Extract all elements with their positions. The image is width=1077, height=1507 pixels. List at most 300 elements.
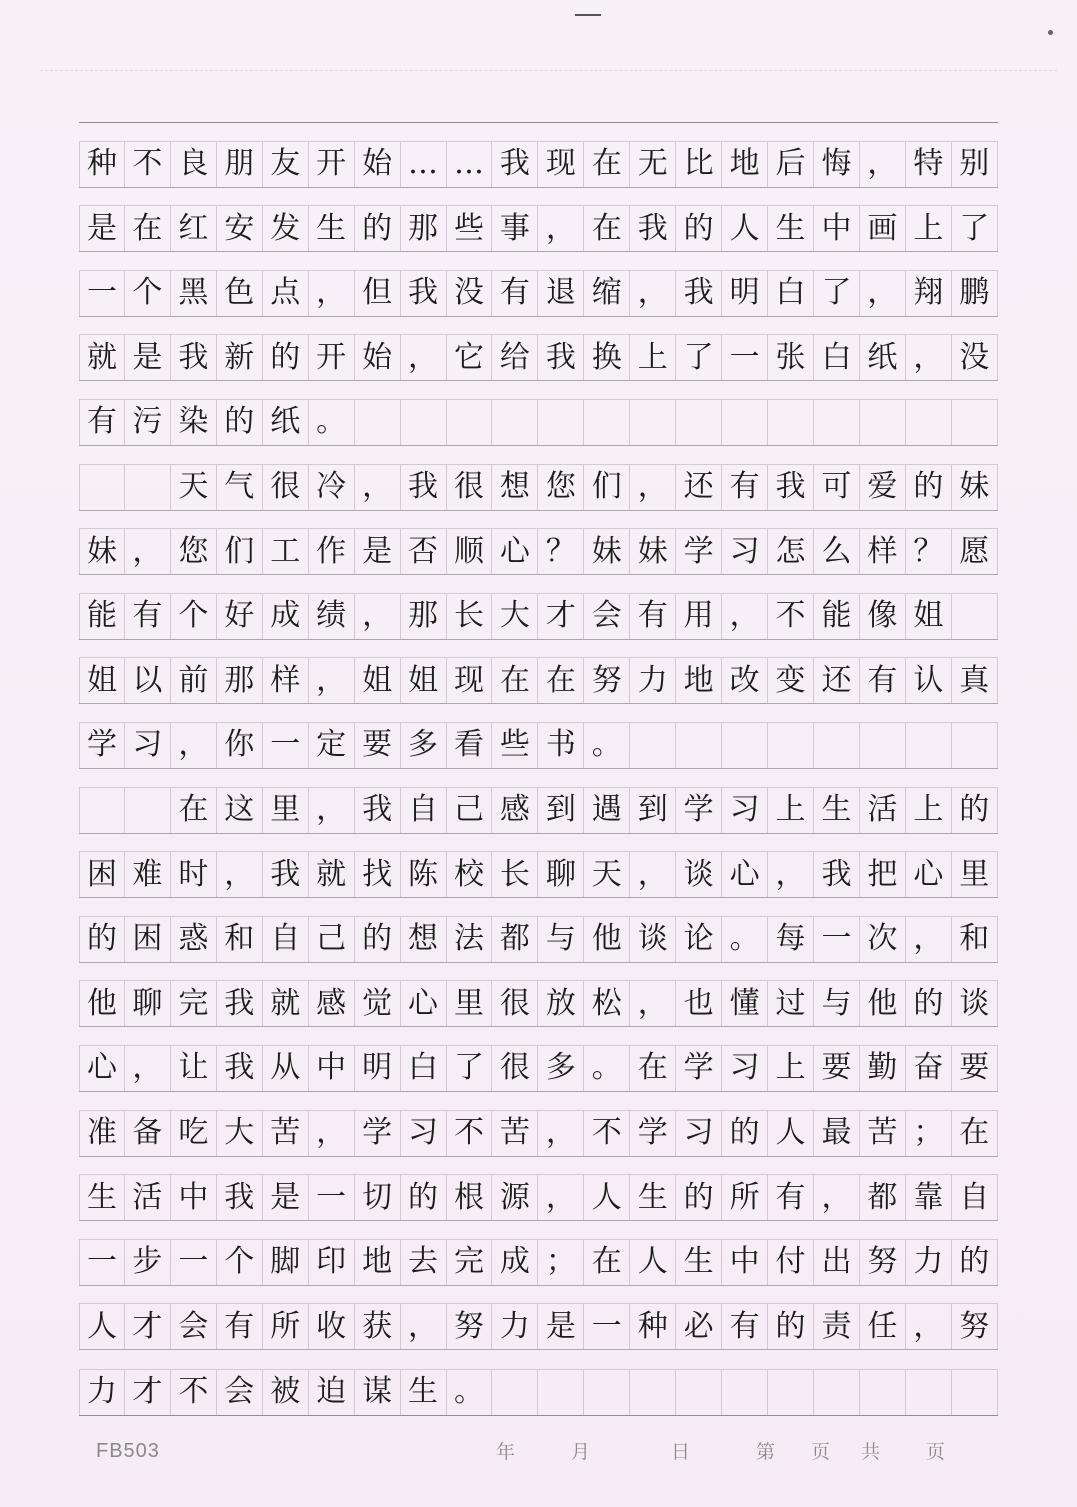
grid-cell: 一 [171,1240,217,1285]
grid-cell: 些 [492,723,538,768]
grid-cell: 校 [447,852,493,897]
grid-cell: 白 [401,1046,447,1091]
grid-cell: 点 [263,271,309,316]
grid-cell: ， [309,1111,355,1156]
grid-cell: 顺 [447,529,493,574]
grid-cell: 到 [538,788,584,833]
grid-cell: 里 [952,852,998,897]
grid-cell: 我 [263,852,309,897]
grid-cell: 获 [355,1304,401,1349]
grid-cell: 了 [814,271,860,316]
grid-cell: 翔 [906,271,952,316]
grid-cell: 生 [630,1175,676,1220]
grid-cell [79,788,125,833]
grid-cell: 己 [447,788,493,833]
grid-cell: 他 [584,917,630,962]
grid-cell: 定 [309,723,355,768]
grid-cell: ， [355,594,401,639]
writing-grid [79,122,998,1416]
grid-cell: 力 [906,1240,952,1285]
grid-cell: ， [630,465,676,510]
grid-cell: ， [309,658,355,703]
grid-cell: 在 [584,206,630,251]
grid-cell: 困 [125,917,171,962]
grid-cell: 变 [768,658,814,703]
grid-cell: 不 [584,1111,630,1156]
grid-cell: 困 [79,852,125,897]
grid-cell: 是 [263,1175,309,1220]
grid-cell: 步 [125,1240,171,1285]
grid-cell: 中 [722,1240,768,1285]
grid-cell: 的 [355,917,401,962]
grid-cell: 被 [263,1370,309,1415]
grid-cell: 的 [355,206,401,251]
grid-cell: 绩 [309,594,355,639]
grid-cell [538,1370,584,1415]
grid-cell: 换 [584,335,630,380]
grid-cell: 人 [584,1175,630,1220]
grid-cell: 都 [492,917,538,962]
grid-cell: 在 [584,1240,630,1285]
grid-row [79,446,998,511]
grid-cell: 谋 [355,1370,401,1415]
grid-cell: 脚 [263,1240,309,1285]
grid-cell: 真 [952,658,998,703]
grid-cell: 良 [171,142,217,187]
grid-cell: 成 [263,594,309,639]
grid-cell: 法 [447,917,493,962]
grid-cell: 会 [171,1304,217,1349]
grid-cell: 书 [538,723,584,768]
grid-cell: 那 [401,594,447,639]
grid-cell: ， [860,271,906,316]
grid-row-cells [79,787,998,833]
grid-row [79,963,998,1028]
grid-cell: ， [630,981,676,1026]
grid-cell: 在 [952,1111,998,1156]
top-perforation [40,70,1057,71]
grid-cell: 是 [538,1304,584,1349]
grid-cell: 努 [952,1304,998,1349]
grid-cell: ， [768,852,814,897]
grid-cell: 别 [952,142,998,187]
grid-row [79,252,998,317]
grid-cell [79,465,125,510]
grid-cell: ？ [538,529,584,574]
grid-cell: 生 [768,206,814,251]
grid-cell: 的 [79,917,125,962]
grid-cell: 奋 [906,1046,952,1091]
grid-cell [492,400,538,445]
grid-cell: ， [906,917,952,962]
grid-row-cells [79,464,998,510]
grid-cell: 有 [722,465,768,510]
grid-cell: 所 [263,1304,309,1349]
grid-cell: 很 [492,981,538,1026]
grid-cell: ， [309,788,355,833]
grid-cell [630,723,676,768]
grid-cell: 的 [676,206,722,251]
grid-cell: 所 [722,1175,768,1220]
total-label: 共 [861,1441,881,1463]
grid-cell: 明 [355,1046,401,1091]
grid-cell: 我 [355,788,401,833]
grid-row [79,834,998,899]
grid-cell: 的 [952,1240,998,1285]
grid-cell: ， [538,1175,584,1220]
grid-row-cells [79,334,998,380]
grid-cell: 天 [584,852,630,897]
grid-cell [125,788,171,833]
date-page-footer [496,1437,976,1464]
grid-cell: 学 [630,1111,676,1156]
grid-cell: 些 [447,206,493,251]
grid-cell: 比 [676,142,722,187]
grid-cell: 画 [860,206,906,251]
grid-cell: 懂 [722,981,768,1026]
grid-cell: 就 [263,981,309,1026]
grid-cell: 怎 [768,529,814,574]
grid-cell: 学 [676,529,722,574]
grid-cell: 习 [722,529,768,574]
grid-cell: 。 [584,723,630,768]
grid-row [79,1027,998,1092]
grid-cell: 了 [676,335,722,380]
grid-cell: 现 [538,142,584,187]
grid-cell: 它 [447,335,493,380]
grid-cell: 努 [860,1240,906,1285]
grid-cell: 中 [171,1175,217,1220]
grid-row [79,188,998,253]
grid-row [79,123,998,188]
grid-cell: 上 [768,788,814,833]
grid-cell: 活 [125,1175,171,1220]
grid-cell: 特 [906,142,952,187]
grid-cell [676,1370,722,1415]
grid-cell: 里 [447,981,493,1026]
grid-cell [401,400,447,445]
grid-cell: 的 [722,1111,768,1156]
grid-cell: 上 [906,788,952,833]
grid-cell: ， [722,594,768,639]
grid-row-cells [79,1110,998,1156]
grid-cell: ， [125,529,171,574]
grid-cell: 好 [217,594,263,639]
grid-cell [814,723,860,768]
grid-cell: 妹 [952,465,998,510]
grid-cell: 开 [309,142,355,187]
grid-cell: 那 [217,658,263,703]
grid-cell: 里 [263,788,309,833]
grid-cell: 是 [355,529,401,574]
grid-cell: 感 [492,788,538,833]
month-label: 月 [571,1441,591,1463]
grid-cell: 收 [309,1304,355,1349]
grid-cell: 鹏 [952,271,998,316]
grid-cell: 愿 [952,529,998,574]
grid-cell: 迫 [309,1370,355,1415]
grid-cell: 。 [584,1046,630,1091]
grid-cell: 会 [217,1370,263,1415]
grid-cell: 心 [722,852,768,897]
grid-cell: 不 [447,1111,493,1156]
grid-cell: 红 [171,206,217,251]
grid-cell: 是 [79,206,125,251]
grid-cell: 的 [768,1304,814,1349]
grid-cell: 的 [676,1175,722,1220]
grid-cell: 人 [768,1111,814,1156]
grid-row [79,704,998,769]
grid-cell: ， [401,335,447,380]
corner-dot [1048,30,1053,35]
grid-cell [492,1370,538,1415]
grid-cell: 以 [125,658,171,703]
grid-cell: 发 [263,206,309,251]
grid-cell: 我 [217,1175,263,1220]
grid-cell: ？ [906,529,952,574]
grid-cell [952,400,998,445]
grid-cell: 您 [171,529,217,574]
grid-cell: 样 [860,529,906,574]
grid-cell: 安 [217,206,263,251]
grid-cell: 姐 [79,658,125,703]
grid-row-cells [79,593,998,639]
grid-cell: 张 [768,335,814,380]
grid-row-cells [79,205,998,251]
grid-cell: 大 [217,1111,263,1156]
grid-cell: 感 [309,981,355,1026]
grid-cell: 人 [79,1304,125,1349]
grid-cell: 中 [309,1046,355,1091]
grid-cell: 与 [538,917,584,962]
grid-row-cells [79,657,998,703]
grid-cell: 但 [355,271,401,316]
grid-cell: 过 [768,981,814,1026]
grid-cell: 在 [125,206,171,251]
grid-cell: 一 [263,723,309,768]
grid-cell: 纸 [263,400,309,445]
grid-cell: ， [538,1111,584,1156]
grid-cell: 新 [217,335,263,380]
grid-cell: 我 [401,465,447,510]
grid-cell: 个 [171,594,217,639]
grid-cell [860,400,906,445]
grid-cell: 退 [538,271,584,316]
total-page-label: 页 [926,1441,946,1463]
grid-cell: 学 [355,1111,401,1156]
grid-cell: 谈 [676,852,722,897]
grid-cell: 的 [263,335,309,380]
grid-row [79,511,998,576]
grid-row [79,1157,998,1222]
grid-cell [860,1370,906,1415]
grid-row-cells [79,528,998,574]
grid-cell: 黑 [171,271,217,316]
grid-cell [768,723,814,768]
grid-cell: 才 [125,1304,171,1349]
grid-row [79,575,998,640]
grid-cell: 苦 [860,1111,906,1156]
grid-cell: 与 [814,981,860,1026]
grid-cell: 论 [676,917,722,962]
grid-cell: 有 [79,400,125,445]
grid-cell: 一 [722,335,768,380]
grid-cell: 责 [814,1304,860,1349]
grid-cell: 聊 [125,981,171,1026]
grid-cell: 心 [79,1046,125,1091]
grid-row [79,1092,998,1157]
grid-cell: 他 [860,981,906,1026]
grid-cell: 力 [630,658,676,703]
grid-cell: 准 [79,1111,125,1156]
grid-row-cells [79,1045,998,1091]
grid-cell: 多 [538,1046,584,1091]
grid-cell: 种 [79,142,125,187]
grid-cell: ； [538,1240,584,1285]
grid-cell [722,1370,768,1415]
grid-row [79,898,998,963]
grid-cell: 学 [676,1046,722,1091]
grid-cell: 。 [309,400,355,445]
grid-cell [906,400,952,445]
grid-cell: 样 [263,658,309,703]
grid-cell: 么 [814,529,860,574]
grid-cell: 想 [492,465,538,510]
grid-cell: 明 [722,271,768,316]
grid-cell: 一 [79,271,125,316]
grid-row-cells [79,980,998,1026]
grid-cell [584,400,630,445]
grid-cell: 白 [768,271,814,316]
grid-cell: 陈 [401,852,447,897]
grid-cell: 缩 [584,271,630,316]
grid-cell: 力 [492,1304,538,1349]
grid-cell: 聊 [538,852,584,897]
grid-cell: 学 [676,788,722,833]
grid-cell: 都 [860,1175,906,1220]
grid-cell: 和 [217,917,263,962]
grid-cell: 妹 [79,529,125,574]
grid-cell: 才 [538,594,584,639]
grid-cell: … [401,142,447,187]
grid-row-cells [79,399,998,445]
grid-cell: 中 [814,206,860,251]
day-label: 日 [671,1441,691,1463]
grid-cell: 从 [263,1046,309,1091]
grid-cell: 次 [860,917,906,962]
grid-cell: 自 [263,917,309,962]
grid-cell: 心 [492,529,538,574]
grid-row-cells [79,1174,998,1220]
grid-cell: 我 [217,981,263,1026]
grid-cell [630,400,676,445]
grid-cell: 改 [722,658,768,703]
grid-cell: 悔 [814,142,860,187]
grid-cell: 一 [814,917,860,962]
grid-cell: 习 [125,723,171,768]
paper-code: FB503 [96,1440,160,1462]
grid-cell: ， [630,852,676,897]
grid-cell: 心 [401,981,447,1026]
grid-cell: 有 [768,1175,814,1220]
grid-cell: 上 [906,206,952,251]
grid-cell: 付 [768,1240,814,1285]
grid-cell: 每 [768,917,814,962]
top-mark [575,14,601,16]
grid-cell: ， [814,1175,860,1220]
grid-row [79,769,998,834]
grid-cell: ， [171,723,217,768]
grid-row-cells [79,916,998,962]
grid-cell: 要 [355,723,401,768]
grid-cell: 难 [125,852,171,897]
grid-cell: 他 [79,981,125,1026]
grid-cell: 就 [309,852,355,897]
grid-cell: 印 [309,1240,355,1285]
grid-cell: 的 [906,981,952,1026]
grid-cell: 一 [79,1240,125,1285]
grid-cell: 有 [860,658,906,703]
grid-cell: 朋 [217,142,263,187]
grid-cell: 认 [906,658,952,703]
grid-cell: 后 [768,142,814,187]
grid-cell: 自 [401,788,447,833]
grid-cell: 大 [492,594,538,639]
grid-cell: 友 [263,142,309,187]
grid-row-cells [79,141,998,187]
grid-cell: 要 [952,1046,998,1091]
grid-cell: 放 [538,981,584,1026]
grid-cell: 在 [584,142,630,187]
grid-cell: 有 [125,594,171,639]
grid-cell: 备 [125,1111,171,1156]
grid-cell: 的 [401,1175,447,1220]
grid-cell [768,400,814,445]
grid-cell: 遇 [584,788,630,833]
grid-cell: 上 [768,1046,814,1091]
grid-cell: 学 [79,723,125,768]
grid-cell: ， [401,1304,447,1349]
grid-cell: 污 [125,400,171,445]
grid-row-cells [79,1303,998,1349]
grid-cell: 出 [814,1240,860,1285]
grid-cell: 很 [263,465,309,510]
grid-row-cells [79,722,998,768]
grid-cell: 生 [309,206,355,251]
grid-cell: 我 [814,852,860,897]
grid-cell: 有 [217,1304,263,1349]
grid-cell: ， [906,335,952,380]
grid-cell: 能 [814,594,860,639]
grid-cell: 生 [79,1175,125,1220]
grid-cell: 找 [355,852,401,897]
grid-cell: 习 [722,1046,768,1091]
grid-cell: 可 [814,465,860,510]
grid-cell: 爱 [860,465,906,510]
grid-cell: 在 [492,658,538,703]
grid-cell: 染 [171,400,217,445]
grid-cell: 这 [217,788,263,833]
grid-cell: 有 [722,1304,768,1349]
grid-cell: 作 [309,529,355,574]
grid-cell: 习 [676,1111,722,1156]
grid-cell: 任 [860,1304,906,1349]
grid-cell [676,723,722,768]
grid-cell: 成 [492,1240,538,1285]
grid-cell: 根 [447,1175,493,1220]
grid-cell [768,1370,814,1415]
grid-cell [860,723,906,768]
